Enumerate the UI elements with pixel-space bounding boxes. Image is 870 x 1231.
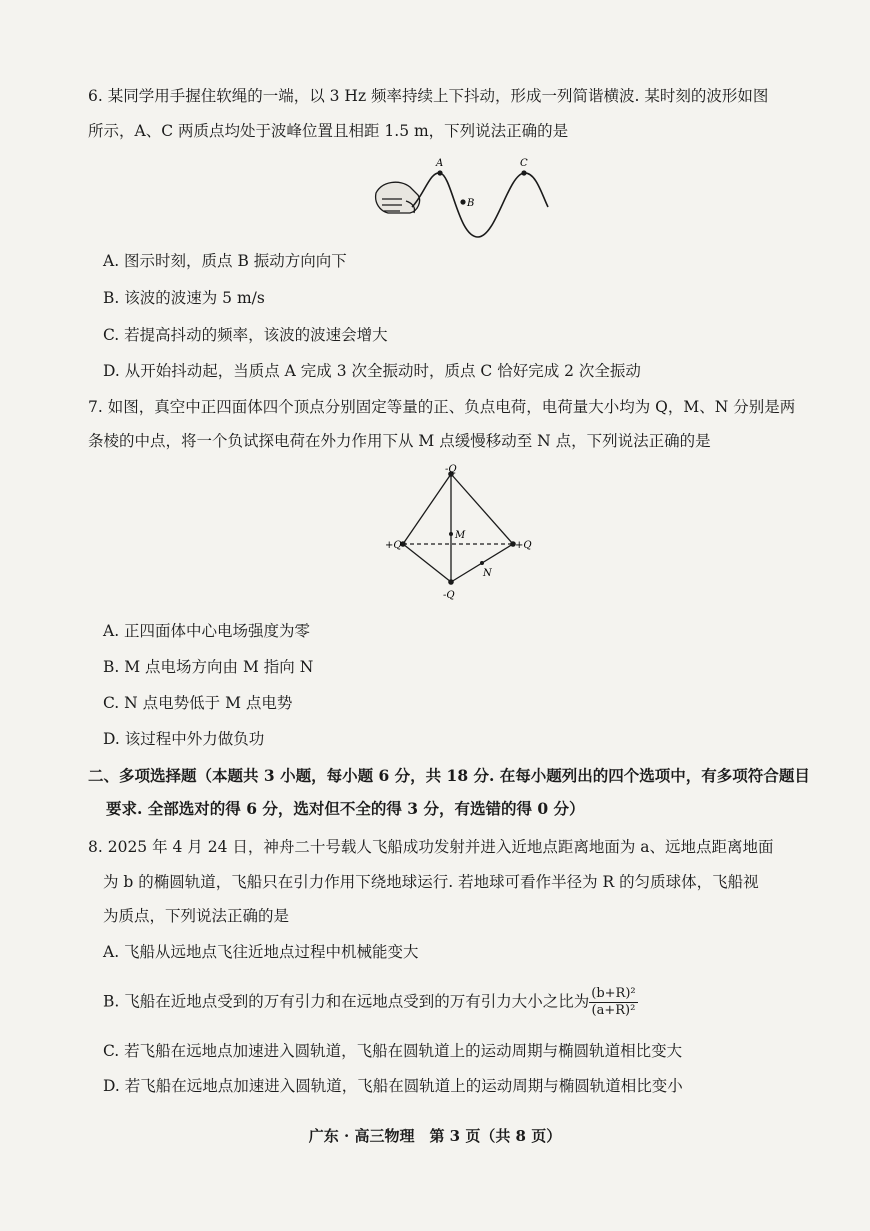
point-m-dot [449, 532, 453, 536]
q7-option-d: D. 该过程中外力做负功 [103, 730, 265, 748]
q8-stem-line1: 8. 2025 年 4 月 24 日，神舟二十号载人飞船成功发射并进入近地点距离地面为 a、远地点距离地面 [88, 838, 774, 856]
label-a: A [436, 158, 444, 169]
point-b-dot [460, 199, 465, 204]
label-top-charge: -Q [445, 464, 457, 475]
q8-option-b-text: B. 飞船在近地点受到的万有引力和在远地点受到的万有引力大小之比为 [103, 992, 590, 1011]
q7-option-a: A. 正四面体中心电场强度为零 [103, 622, 311, 640]
label-bottom-charge: -Q [443, 590, 455, 601]
point-n-dot [480, 561, 484, 565]
label-m: M [455, 530, 466, 541]
q7-stem-line1: 7. 如图，真空中正四面体四个顶点分别固定等量的正、负点电荷，电荷量大小均为 Q，M、N 分别是两 [88, 398, 796, 416]
fraction-denominator: (a+R)² [591, 1003, 636, 1018]
vertex-bottom-dot [448, 579, 454, 585]
label-c: C [520, 158, 528, 169]
q7-option-b: B. M 点电场方向由 M 指向 N [103, 658, 314, 676]
section2-heading-line2: 要求. 全部选对的得 6 分，选对但不全的得 3 分，有选错的得 0 分） [106, 799, 585, 818]
tetrahedron-figure [385, 462, 535, 602]
q8-stem-line2: 为 b 的椭圆轨道，飞船只在引力作用下绕地球运行. 若地球可看作半径为 R 的匀质球体，飞船视 [103, 873, 759, 891]
section2-heading-line1: 二、多项选择题（本题共 3 小题，每小题 6 分，共 18 分. 在每小题列出的四个选项中，有多项符合题目 [88, 766, 810, 785]
hand-icon [376, 182, 420, 213]
q8-option-d: D. 若飞船在远地点加速进入圆轨道，飞船在圆轨道上的运动周期与椭圆轨道相比变小 [103, 1077, 683, 1095]
wave-figure [372, 155, 552, 245]
label-right-charge: +Q [515, 540, 532, 551]
q8-option-b [103, 986, 638, 1019]
wave-curve [412, 173, 548, 237]
q6-stem-line2: 所示，A、C 两质点均处于波峰位置且相距 1.5 m，下列说法正确的是 [88, 122, 569, 140]
q8-option-a: A. 飞船从远地点飞往近地点过程中机械能变大 [103, 943, 419, 961]
page-footer: 广东 · 高三物理 第 3 页（共 8 页） [308, 1127, 562, 1145]
point-c-dot [521, 170, 526, 175]
q6-option-b: B. 该波的波速为 5 m/s [103, 289, 265, 307]
q6-option-a: A. 图示时刻，质点 B 振动方向向下 [103, 252, 347, 270]
point-a-dot [437, 170, 442, 175]
label-b: B [467, 198, 475, 209]
q7-option-c: C. N 点电势低于 M 点电势 [103, 694, 293, 712]
q6-option-c: C. 若提高抖动的频率，该波的波速会增大 [103, 326, 388, 344]
q8-option-c: C. 若飞船在远地点加速进入圆轨道，飞船在圆轨道上的运动周期与椭圆轨道相比变大 [103, 1042, 683, 1060]
q8-stem-line3: 为质点，下列说法正确的是 [103, 907, 290, 925]
force-ratio-fraction [589, 986, 637, 1019]
label-n: N [483, 568, 492, 579]
fraction-numerator: (b+R)² [591, 986, 636, 1001]
q6-option-d: D. 从开始抖动起，当质点 A 完成 3 次全振动时，质点 C 恰好完成 2 次全振动 [103, 362, 641, 380]
q7-stem-line2: 条棱的中点，将一个负试探电荷在外力作用下从 M 点缓慢移动至 N 点，下列说法正确的是 [88, 432, 711, 450]
label-left-charge: +Q [385, 540, 402, 551]
q6-stem-line1: 6. 某同学用手握住软绳的一端，以 3 Hz 频率持续上下抖动，形成一列简谐横波. 某时刻的波形如图 [88, 87, 769, 105]
